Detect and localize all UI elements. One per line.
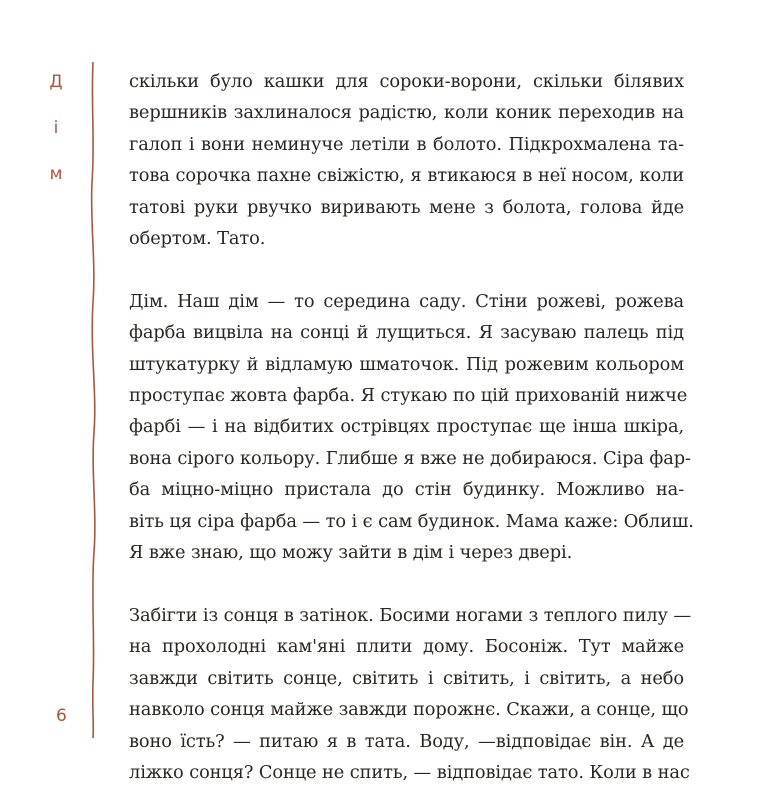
text-line: воно їсть? — питаю я в тата. Воду, —відповідає він. А де	[129, 730, 684, 752]
text-line: ліжко сонця? Сонце не спить, — відповідає тато. Коли в нас	[129, 761, 690, 783]
text-line: това сорочка пахне свіжістю, я втикаюся в неї носом, коли	[129, 165, 684, 187]
text-line: навколо сонця майже завжди порожнє. Скажи, а сонце, що	[129, 699, 689, 721]
text-line: завжди світить сонце, світить і світить, і світить, а небо	[129, 667, 684, 689]
text-line: на прохолодні кам'яні плити дому. Босоніж. Тут майже	[129, 636, 684, 658]
text-line: фарба вицвіла на сонці й лущиться. Я засуваю палець під	[129, 322, 684, 344]
section-title-letter: Д	[49, 72, 63, 92]
text-line: проступає жовта фарба. Я стукаю по цій прихованій нижче	[129, 385, 688, 407]
paragraph	[129, 66, 684, 254]
section-title-vertical	[44, 74, 68, 212]
text-line: фарбі — і на відбитих острівцях проступає ще інша шкіра,	[129, 416, 684, 438]
text-line: Забігти із сонця в затінок. Босими ногами з теплого пилу —	[129, 604, 692, 626]
text-line: татові руки рвучко виривають мене з болота, голова йде	[129, 196, 684, 218]
section-title-letter: м	[49, 164, 63, 184]
margin-wavy-rule	[82, 62, 104, 738]
text-line: вона сірого кольору. Глибше я вже не добираюся. Сіра фар-	[129, 447, 691, 469]
text-line: віть ця сіра фарба — то і є сам будинок. Мама каже: Облиш.	[129, 510, 694, 532]
body-text	[129, 66, 694, 788]
text-line: Я вже знаю, що можу зайти в дім і через двері.	[129, 542, 573, 564]
text-line: Дім. Наш дім — то середина саду. Стіни рожеві, рожева	[129, 290, 684, 312]
text-line: обертом. Тато.	[129, 228, 266, 250]
paragraph	[129, 286, 694, 569]
text-line: скільки було кашки для сороки-ворони, скільки білявих	[129, 71, 684, 92]
text-line: ба міцно-міцно пристала до стін будинку. Можливо на-	[129, 479, 684, 501]
text-line: галоп і вони неминуче летіли в болото. Підкрохмалена та-	[129, 133, 684, 155]
paragraph	[129, 600, 692, 788]
text-line: вершників захлиналося радістю, коли коник переходив на	[129, 102, 684, 124]
page-number: 6	[56, 706, 67, 726]
text-line: штукатурку й відламую шматочок. Під рожевим кольором	[129, 353, 684, 375]
section-title-letter: і	[53, 118, 59, 138]
